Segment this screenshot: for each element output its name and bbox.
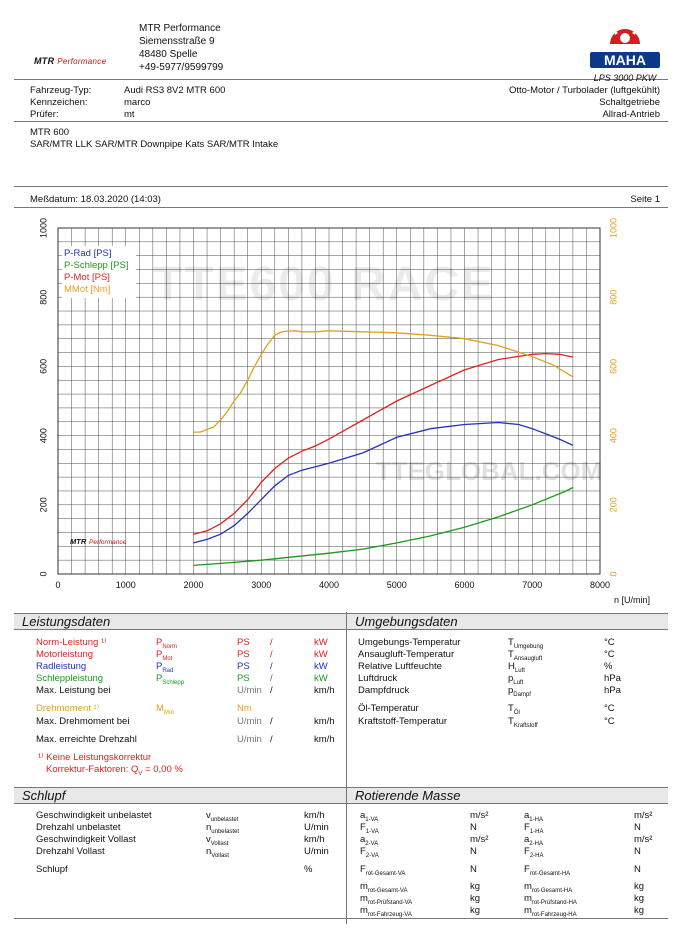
- y-tick-label: 800: [38, 289, 49, 305]
- rot-right-symbol: $F_{rot-Gesamt-HA}$: [524, 864, 571, 877]
- perf-sep: /: [270, 649, 273, 660]
- correction-label: Korrektur-Faktoren: Q: [46, 764, 139, 775]
- perf-unit-1: U/min: [237, 734, 262, 745]
- vehicle-tester-value: mt: [124, 109, 135, 120]
- rot-right-unit: N: [634, 822, 641, 833]
- legend-entry: MMot [Nm]: [64, 284, 111, 295]
- x-tick-label: 8000: [589, 580, 611, 590]
- vehicle-info: [14, 84, 668, 122]
- perf-unit-1: PS: [237, 661, 250, 672]
- rot-right-unit: kg: [634, 881, 645, 892]
- rot-left-symbol: $F_{1-VA}$: [360, 822, 379, 835]
- slip-label: Geschwindigkeit unbelastet: [36, 810, 152, 821]
- rot-left-symbol: $m_{rot-Gesamt-VA}$: [360, 881, 408, 894]
- slip-unit: U/min: [304, 822, 329, 833]
- vehicle-tester-label: Prüfer:: [30, 109, 59, 120]
- setup-description: [14, 127, 668, 187]
- perf-unit-1: U/min: [237, 716, 262, 727]
- perf-unit-2: km/h: [314, 685, 335, 696]
- rot-right-symbol: $a_{2-HA}$: [524, 834, 543, 847]
- rot-left-symbol: $a_{2-VA}$: [360, 834, 379, 847]
- slip-label: Drehzahl unbelastet: [36, 822, 121, 833]
- maha-gear-icon: [602, 18, 648, 46]
- setup-line2: SAR/MTR LLK SAR/MTR Downpipe Kats SAR/MTR Intake: [30, 139, 279, 150]
- page-number: Seite 1: [630, 194, 660, 205]
- company-street: Siemensstraße 9: [139, 36, 215, 47]
- gearbox-type: Schaltgetriebe: [599, 97, 660, 108]
- correction-sub: V: [138, 770, 143, 777]
- slip-label: Schlupf: [36, 864, 68, 875]
- slip-label: Drehzahl Vollast: [36, 846, 105, 857]
- inner-logo-a: MTR: [70, 537, 87, 546]
- rot-right-unit: N: [634, 864, 641, 875]
- x-tick-label: 0: [55, 580, 61, 590]
- perf-unit-2: kW: [314, 673, 328, 684]
- env-unit: °C: [604, 703, 615, 714]
- env-symbol: $H_{Luft}$: [508, 661, 525, 674]
- env-symbol: $p_{Luft}$: [508, 673, 524, 686]
- perf-label: Norm-Leistung ¹⁾: [36, 637, 107, 648]
- rot-left-unit: kg: [470, 893, 481, 904]
- slip-unit: km/h: [304, 810, 325, 821]
- rot-right-unit: m/s²: [634, 810, 653, 821]
- rot-right-unit: N: [634, 846, 641, 857]
- perf-unit-2: km/h: [314, 716, 335, 727]
- y2-tick-label: 600: [608, 358, 619, 374]
- perf-label: Max. erreichte Drehzahl: [36, 734, 137, 745]
- perf-label: Drehmoment ¹⁾: [36, 703, 100, 714]
- y2-tick-label: 0: [608, 571, 619, 577]
- env-symbol: $p_{Dampf}$: [508, 685, 531, 698]
- rot-left-unit: N: [470, 864, 477, 875]
- engine-type: Otto-Motor / Turbolader (luftgekühlt): [508, 85, 660, 96]
- inner-logo-b: Performance: [89, 539, 127, 546]
- slip-unit: %: [304, 864, 313, 875]
- rot-left-unit: N: [470, 822, 477, 833]
- vehicle-type-label: Fahrzeug-Typ:: [30, 85, 92, 96]
- y-tick-label: 200: [38, 497, 49, 513]
- rot-left-symbol: $F_{2-VA}$: [360, 846, 379, 859]
- rot-left-symbol: $a_{1-VA}$: [360, 810, 379, 823]
- perf-unit-1: PS: [237, 649, 250, 660]
- column-divider: [346, 612, 347, 924]
- env-label: Umgebungs-Temperatur: [358, 637, 461, 648]
- perf-symbol: $P_{Schlepp}$: [156, 673, 185, 686]
- legend-entry: P-Schlepp [PS]: [64, 260, 129, 271]
- env-unit: hPa: [604, 673, 621, 684]
- vehicle-type-value: Audi RS3 8V2 MTR 600: [124, 85, 226, 96]
- rot-left-symbol: $F_{rot-Gesamt-VA}$: [360, 864, 406, 877]
- vehicle-plate-label: Kennzeichen:: [30, 97, 88, 108]
- x-tick-label: 2000: [183, 580, 204, 590]
- company-address: [139, 22, 223, 74]
- rot-right-symbol: $m_{rot-Fahrzeug-HA}$: [524, 905, 577, 918]
- dyno-model: LPS 3000 PKW: [593, 73, 657, 83]
- perf-label: Motorleistung: [36, 649, 94, 660]
- perf-sep: /: [270, 685, 273, 696]
- mtr-logo: [34, 56, 106, 66]
- rot-right-unit: kg: [634, 893, 645, 904]
- y-tick-label: 1000: [38, 217, 49, 239]
- x-tick-label: 5000: [386, 580, 407, 590]
- perf-unit-2: kW: [314, 649, 328, 660]
- x-tick-label: 7000: [522, 580, 543, 590]
- perf-unit-2: kW: [314, 637, 328, 648]
- env-unit: %: [604, 661, 613, 672]
- perf-symbol: $P_{Mot}$: [156, 649, 173, 662]
- perf-symbol: $M_{Mot}$: [156, 703, 174, 716]
- rot-left-unit: kg: [470, 881, 481, 892]
- y-tick-label: 400: [38, 428, 49, 444]
- rot-right-symbol: $a_{1-HA}$: [524, 810, 543, 823]
- y2-tick-label: 200: [608, 497, 619, 513]
- x-tick-label: 3000: [251, 580, 272, 590]
- slip-symbol: $n_{unbelastet}$: [206, 822, 239, 835]
- perf-symbol: $P_{Rad}$: [156, 661, 174, 674]
- drive-type: Allrad-Antrieb: [602, 109, 660, 120]
- env-symbol: $T_{Umgebung}$: [508, 637, 544, 650]
- maha-logo: [590, 18, 660, 83]
- measure-date: Meßdatum: 18.03.2020 (14:03): [30, 194, 161, 205]
- perf-sep: /: [270, 716, 273, 727]
- report-header: [14, 14, 668, 83]
- watermark-global: TTEGLOBAL.COM: [375, 456, 603, 486]
- company-phone: +49-5977/9599799: [139, 62, 224, 73]
- power-torque-chart: [14, 212, 668, 610]
- watermark-race: TTE600 RACE: [152, 258, 496, 311]
- rotating-header: Rotierende Masse: [347, 787, 668, 804]
- slip-symbol: $n_{Vollast}$: [206, 846, 229, 859]
- legend-entry: P-Mot [PS]: [64, 272, 110, 283]
- env-label: Öl-Temperatur: [358, 703, 419, 714]
- env-label: Luftdruck: [358, 673, 398, 684]
- performance-header: Leistungsdaten: [14, 613, 346, 630]
- inner-mtr-logo: [70, 537, 127, 546]
- x-tick-label: 1000: [115, 580, 136, 590]
- slip-symbol: $v_{unbelastet}$: [206, 810, 239, 823]
- y-tick-label: 0: [38, 571, 49, 577]
- correction-value: = 0,00 %: [145, 764, 183, 775]
- slip-symbol: $v_{Vollast}$: [206, 834, 229, 847]
- env-label: Ansaugluft-Temperatur: [358, 649, 455, 660]
- env-label: Kraftstoff-Temperatur: [358, 716, 448, 727]
- rot-right-unit: m/s²: [634, 834, 653, 845]
- mtr-logo-b: Performance: [57, 57, 107, 66]
- company-name: MTR Performance: [139, 23, 221, 34]
- rot-left-unit: m/s²: [470, 834, 489, 845]
- perf-unit-1: Nm: [237, 703, 252, 714]
- maha-wordmark: MAHA: [590, 52, 660, 68]
- correction-note-2: [46, 764, 183, 780]
- perf-sep: /: [270, 661, 273, 672]
- vehicle-plate-value: marco: [124, 97, 151, 108]
- perf-unit-1: U/min: [237, 685, 262, 696]
- slip-label: Geschwindigkeit Vollast: [36, 834, 136, 845]
- perf-unit-1: PS: [237, 673, 250, 684]
- env-unit: °C: [604, 649, 615, 660]
- perf-unit-1: PS: [237, 637, 250, 648]
- rot-right-symbol: $m_{rot-Gesamt-HA}$: [524, 881, 573, 894]
- env-label: Dampfdruck: [358, 685, 410, 696]
- rot-left-symbol: $m_{rot-Prüfstand-VA}$: [360, 893, 413, 906]
- x-tick-label: 6000: [454, 580, 475, 590]
- slip-unit: km/h: [304, 834, 325, 845]
- environment-header: Umgebungsdaten: [347, 613, 668, 630]
- y2-tick-label: 800: [608, 289, 619, 305]
- env-unit: °C: [604, 716, 615, 727]
- perf-label: Max. Leistung bei: [36, 685, 111, 696]
- slip-unit: U/min: [304, 846, 329, 857]
- x-axis-label: n [U/min]: [614, 595, 651, 605]
- correction-note-1: ¹⁾ Keine Leistungskorrektur: [38, 752, 152, 763]
- env-label: Relative Luftfeuchte: [358, 661, 442, 672]
- perf-sep: /: [270, 734, 273, 745]
- env-unit: hPa: [604, 685, 621, 696]
- y2-tick-label: 400: [608, 428, 619, 444]
- perf-label: Max. Drehmoment bei: [36, 716, 130, 727]
- env-symbol: $T_{Kraftstoff}$: [508, 716, 538, 729]
- rot-left-unit: N: [470, 846, 477, 857]
- y2-tick-label: 1000: [608, 217, 619, 239]
- rot-right-unit: kg: [634, 905, 645, 916]
- perf-sep: /: [270, 673, 273, 684]
- slip-header: Schlupf: [14, 787, 346, 804]
- company-city: 48480 Spelle: [139, 49, 198, 60]
- perf-sep: /: [270, 637, 273, 648]
- env-unit: °C: [604, 637, 615, 648]
- mtr-logo-a: MTR: [34, 56, 55, 66]
- perf-label: Schleppleistung: [36, 673, 104, 684]
- rot-right-symbol: $F_{1-HA}$: [524, 822, 544, 835]
- chart-legend: [62, 246, 136, 298]
- rot-right-symbol: $F_{2-HA}$: [524, 846, 544, 859]
- env-symbol: $T_{Ansaugluft}$: [508, 649, 543, 662]
- x-tick-label: 4000: [318, 580, 340, 590]
- perf-symbol: $P_{Norm}$: [156, 637, 178, 650]
- rot-right-symbol: $m_{rot-Prüfstand-HA}$: [524, 893, 577, 906]
- rot-left-unit: m/s²: [470, 810, 489, 821]
- setup-line1: MTR 600: [30, 127, 70, 138]
- bottom-rule: [14, 918, 668, 919]
- perf-unit-2: km/h: [314, 734, 335, 745]
- rot-left-symbol: $m_{rot-Fahrzeug-VA}$: [360, 905, 412, 918]
- perf-unit-2: kW: [314, 661, 328, 672]
- env-symbol: $T_{Öl}$: [508, 703, 520, 716]
- measure-date-bar: [14, 194, 668, 208]
- legend-entry: P-Rad [PS]: [64, 248, 112, 259]
- y-tick-label: 600: [38, 358, 49, 374]
- perf-label: Radleistung: [36, 661, 87, 672]
- rot-left-unit: kg: [470, 905, 481, 916]
